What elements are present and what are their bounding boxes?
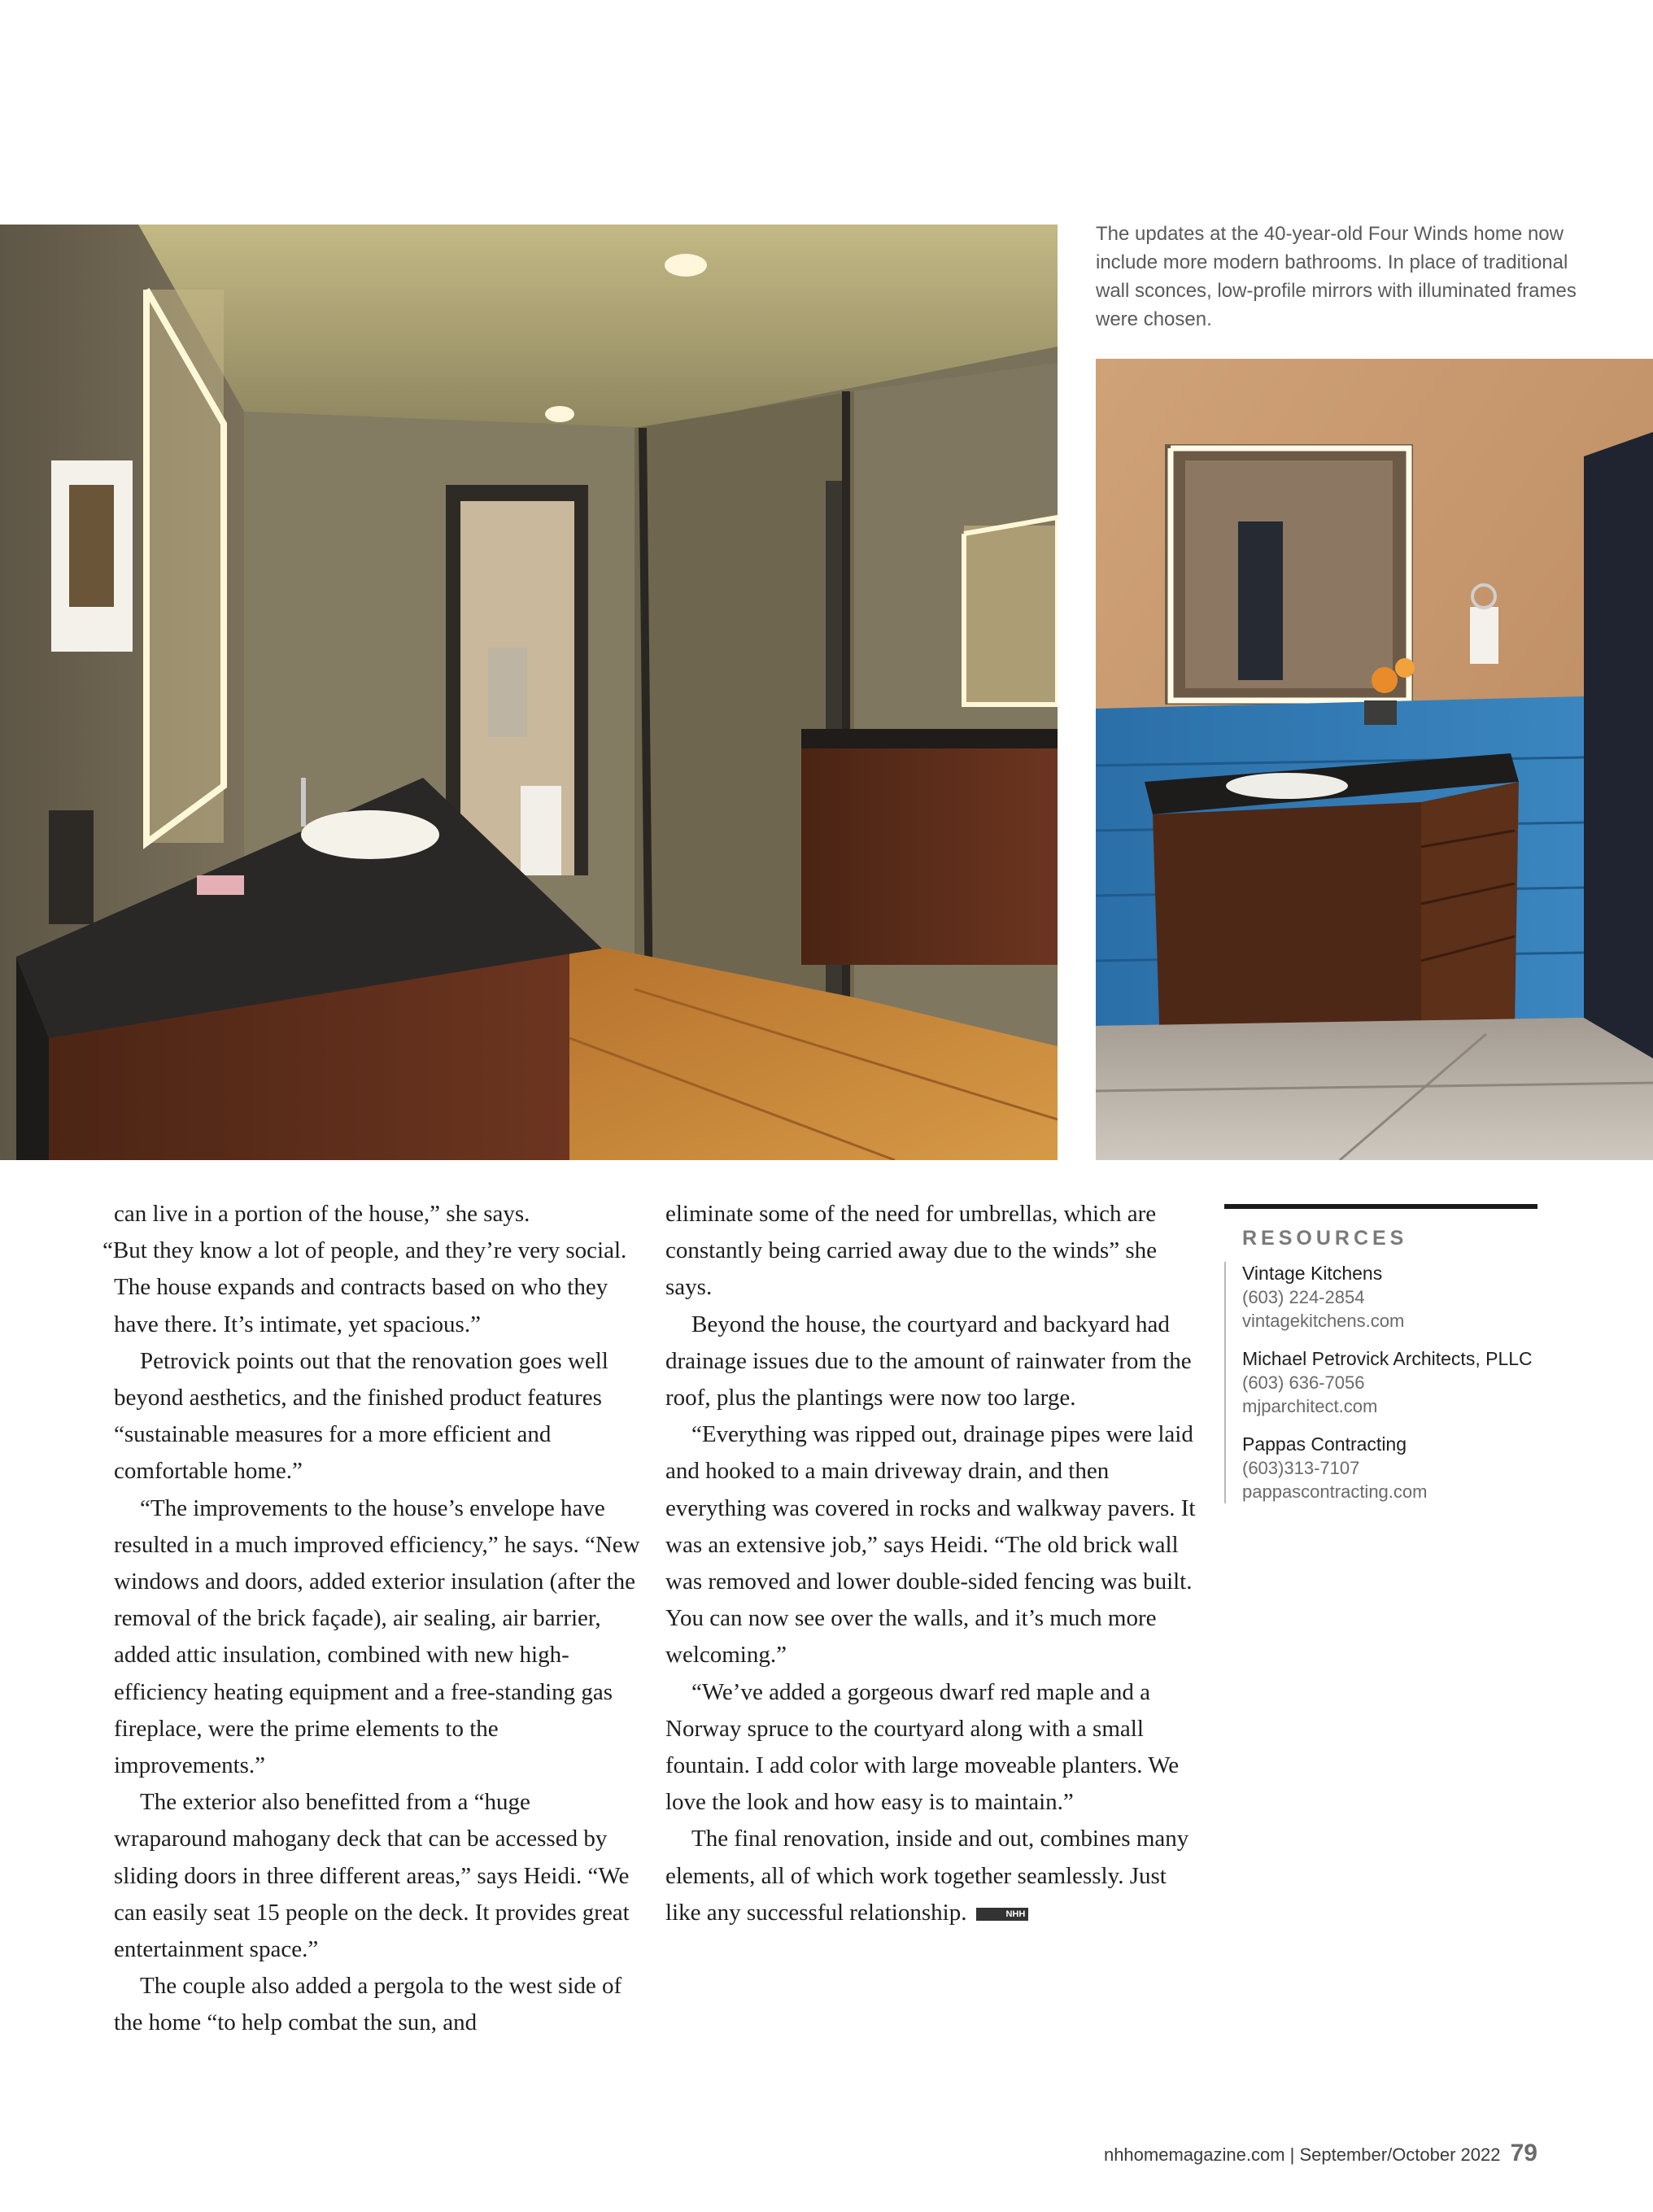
closing-text: The final renovation, inside and out, combines many elements, all of which work together seamlessly. Just like any successful relationship. (665, 1826, 1189, 1926)
resource-name: Michael Petrovick Architects, PLLC (1242, 1348, 1533, 1369)
resource-entry (1242, 1433, 1537, 1503)
resources-box (1224, 1204, 1537, 1518)
resource-name: Vintage Kitchens (1242, 1263, 1383, 1284)
paragraph: can live in a portion of the house,” she says. (114, 1201, 530, 1227)
paragraph: “We’ve added a gorgeous dwarf red maple and a Norway spruce to the courtyard along with a small fountain. I add color with large moveable planters. We love the look and how easy is to maintain.” (665, 1678, 1180, 1816)
paragraph: The couple also added a pergola to the west side of the home “to help combat the sun, and (114, 1973, 622, 2036)
paragraph: “Everything was ripped out, drainage pipes were laid and hooked to a main driveway drain, and then everything was covered in rocks and walkway pavers. It was an extensive job,” says Heidi. “The old brick wall was removed and lower double-sided fencing was built. You can now see over the walls, and it’s much more welcoming.” (665, 1421, 1196, 1669)
resource-website: pappascontracting.com (1242, 1481, 1428, 1502)
photo-caption: The updates at the 40-year-old Four Winds home now include more modern bathrooms. In place of traditional wall sconces, low-profile mirrors with illuminated frames were chosen. (1096, 223, 1577, 330)
page-number: 79 (1510, 2140, 1537, 2166)
resource-entry (1242, 1347, 1537, 1418)
vanity-photo (1096, 359, 1653, 1160)
paragraph: Petrovick points out that the renovation goes well beyond aesthetics, and the finished product features “sustainable measures for a more efficient and comfortable home.” (114, 1347, 608, 1485)
resource-entry (1242, 1262, 1537, 1333)
resource-website: vintagekitchens.com (1242, 1311, 1405, 1331)
footer-text: nhhomemagazine.com | September/October 2022 (1103, 2144, 1501, 2165)
resource-phone: (603)313-7107 (1242, 1458, 1360, 1478)
paragraph: eliminate some of the need for umbrellas, which are constantly being carried away due to the winds” she says. (665, 1201, 1157, 1301)
body-column-left (102, 1196, 643, 2042)
resource-name: Pappas Contracting (1242, 1433, 1407, 1455)
paragraph: “But they know a lot of people, and they’re very social. The house expands and contracts based on who they have there. It’s intimate, yet spacious.” (102, 1237, 627, 1337)
resource-website: mjparchitect.com (1242, 1396, 1378, 1416)
resource-phone: (603) 636-7056 (1242, 1372, 1365, 1393)
resources-title: RESOURCES (1242, 1227, 1408, 1250)
resource-phone: (603) 224-2854 (1242, 1287, 1365, 1307)
body-column-right (665, 1196, 1202, 1931)
end-mark-icon: NHH (976, 1908, 1028, 1921)
paragraph (665, 1821, 1202, 1931)
paragraph: The exterior also benefitted from a “huge wraparound mahogany deck that can be accessed by sliding doors in three different areas,” says Heidi. “We can easily seat 15 people on the deck. It provides great entertainment space.” (114, 1789, 630, 1963)
paragraph: “The improvements to the house’s envelope have resulted in a much improved efficiency,” he says. “New windows and doors, added exterior insulation (after the removal of the brick façade), air sealing, air barrier, added attic insulation, combined with new high-efficiency heating equipment and a free-standing gas fireplace, were the prime elements to the improvements.” (114, 1494, 640, 1779)
paragraph: Beyond the house, the courtyard and backyard had drainage issues due to the amount of rainwater from the roof, plus the plantings were now too large. (665, 1311, 1192, 1411)
page-footer (1104, 2140, 1537, 2167)
resources-list (1224, 1262, 1537, 1503)
main-bathroom-photo (0, 225, 1058, 1160)
